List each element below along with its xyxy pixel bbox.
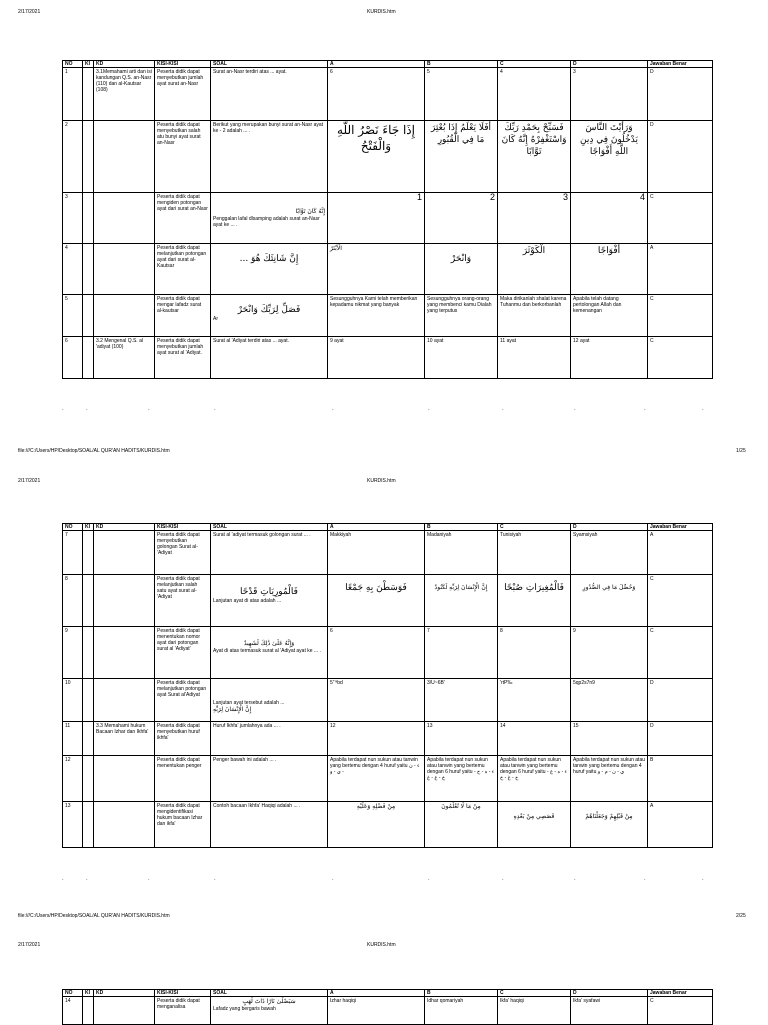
cell-option-b	[425, 121, 498, 193]
footer-path: file:///C:/Users/HP/Desktop/SOAL/AL QUR'AN HADITS/KURDIS.htm	[18, 448, 170, 454]
cell-option-b: 5	[425, 68, 498, 121]
col-soal: SOAL	[211, 61, 328, 68]
cell-kd	[94, 627, 155, 679]
table-row	[63, 756, 713, 802]
arabic-text: إِنَّ الْإِنْسَانَ لِرَبِّهِ لَكَنُودٌ	[434, 584, 488, 591]
cell-option-c	[498, 575, 571, 627]
cell-kisi: Peserta didik dapat mengar lafadz surat al-kautsar	[155, 295, 211, 337]
cell-soal	[211, 679, 328, 722]
cell-answer: A	[648, 802, 713, 848]
cell-option-c: 8	[498, 627, 571, 679]
cell-option-b: 13	[425, 722, 498, 756]
arabic-text: الْكَوْثَرَ	[522, 246, 546, 256]
cell-answer: D	[648, 68, 713, 121]
cell-kisi: Peserta didik dapat menyebutkan jumlah ayat surat al 'Adiyat.	[155, 337, 211, 379]
table-row	[63, 679, 713, 722]
page-header	[0, 942, 768, 952]
arabic-text: قَصَصِي مِنْ بَعْدِهِ	[513, 813, 555, 820]
cell-kisi: Peserta didik dapat menentukan nomor ayat dari potongan surat al 'Adiyat'	[155, 627, 211, 679]
cell-kd	[94, 575, 155, 627]
cell-soal: Berikut yang merupakan bunyi surat an-Nasr ayat ke - 2 adalah ... .	[211, 121, 328, 193]
cell-option-d: 15	[571, 722, 648, 756]
cell-option-b: Idhar qomariyah	[425, 997, 498, 1025]
cell-no: 8	[63, 575, 83, 627]
cell-soal	[211, 997, 328, 1025]
cell-kd: 3.2 Mengenal Q.S. al 'adiyat (100)	[94, 337, 155, 379]
arabic-text: إِنَّهُ كَانَ تَوَّابًا	[295, 208, 325, 215]
cell-option-b: Sesungguhnya orang-orang yang membenci kamu Dialah yang terputus	[425, 295, 498, 337]
cell-option-c: Maka dirikanlah shalat karena Tuhanmu dan berkorbanlah	[498, 295, 571, 337]
cell-soal	[211, 193, 328, 244]
cell-option-a: 12	[328, 722, 425, 756]
cell-option-b: 3/U~6B'	[425, 679, 498, 722]
col-kisi: KISI-KISI	[155, 524, 211, 531]
cell-option-c: 3	[498, 193, 571, 244]
cell-soal	[211, 244, 328, 295]
table-row	[63, 68, 713, 121]
col-a: A	[328, 524, 425, 531]
cell-ki	[83, 756, 94, 802]
cell-kd	[94, 121, 155, 193]
arabic-text: وَإِنَّهُ عَلَىٰ ذَٰلِكَ لَشَهِيدٌ	[243, 640, 295, 647]
cell-answer: C	[648, 997, 713, 1025]
table-header-row	[63, 990, 713, 997]
footer-path: file:///C:/Users/HP/Desktop/SOAL/AL QUR'AN HADITS/KURDIS.htm	[18, 913, 170, 919]
cell-option-b	[425, 802, 498, 848]
header-title: KURDIS.htm	[367, 9, 396, 15]
table-row	[63, 337, 713, 379]
cell-no: 9	[63, 627, 83, 679]
cell-option-d: 9	[571, 627, 648, 679]
col-kisi: KISI-KISI	[155, 61, 211, 68]
table-row	[63, 295, 713, 337]
cell-ki	[83, 679, 94, 722]
table-header-row	[63, 61, 713, 68]
cell-answer: D	[648, 722, 713, 756]
arabic-text: مِنْ قَبْلِهِمْ وَجَعَلْنَاهُمْ	[585, 813, 633, 820]
cell-no: 6	[63, 337, 83, 379]
cell-answer: A	[648, 244, 713, 295]
soal-text: Ar	[213, 316, 218, 322]
col-no: NO	[63, 61, 83, 68]
cell-soal: Surat an-Nasr terdiri atas ... ayat.	[211, 68, 328, 121]
cell-kd	[94, 679, 155, 722]
cell-option-d	[571, 575, 648, 627]
col-no: NO	[63, 990, 83, 997]
arabic-text: وَحُصِّلَ مَا فِي الصُّدُورِ	[582, 584, 636, 591]
table-row	[63, 244, 713, 295]
cell-no: 1	[63, 68, 83, 121]
cell-no: 5	[63, 295, 83, 337]
cell-no: 12	[63, 756, 83, 802]
cell-kd	[94, 295, 155, 337]
cell-option-c: 11 ayat	[498, 337, 571, 379]
arabic-text: وَانْحَرْ	[450, 254, 472, 264]
arabic-text: الْأَبْتَرُ	[330, 245, 342, 252]
arabic-text: سَيَصْلَىٰ نَارًا ذَاتَ لَهَبٍ	[242, 998, 296, 1005]
col-c: C	[498, 61, 571, 68]
cell-ki	[83, 575, 94, 627]
cell-ki	[83, 244, 94, 295]
cell-answer: C	[648, 295, 713, 337]
cell-option-a	[328, 575, 425, 627]
cell-option-a: 5'¨ªbd	[328, 679, 425, 722]
table-row	[63, 121, 713, 193]
cell-kd	[94, 802, 155, 848]
cell-ki	[83, 722, 94, 756]
col-ki: KI	[83, 524, 94, 531]
cell-option-a	[328, 121, 425, 193]
col-b: B	[425, 61, 498, 68]
table-header-row	[63, 524, 713, 531]
cell-kd	[94, 193, 155, 244]
arabic-text: فَوَسَطْنَ بِهِ جَمْعًا	[345, 583, 407, 593]
arabic-text: إِذَا جَاءَ نَصْرُ اللَّهِ وَالْفَتْحُ	[337, 123, 415, 153]
col-no: NO	[63, 524, 83, 531]
table-row	[63, 193, 713, 244]
arabic-text: فَصَلِّ لِرَبِّكَ وَانْحَرْ	[237, 305, 301, 315]
cell-option-a	[328, 802, 425, 848]
col-c: C	[498, 990, 571, 997]
cell-no: 7	[63, 531, 83, 575]
cell-kisi: Peserta didik dapat melanjutkan potongan ayat Surat al'Adiyat	[155, 679, 211, 722]
arabic-text: أَفْوَاجًا	[597, 246, 621, 256]
cell-option-b: 10 ayat	[425, 337, 498, 379]
cell-kisi: Peserta didik dapat menyebutkan golongan Surat al-'Adiyat	[155, 531, 211, 575]
question-table	[62, 60, 713, 379]
cell-answer: C	[648, 193, 713, 244]
cell-kisi: Peserta didik dapat mengiden potongan ayat dari surat an-Nasr	[155, 193, 211, 244]
cell-option-c: 4	[498, 68, 571, 121]
cell-kisi: Peserta didik dapat melanjutkan potongan ayat dari surat al-Kautsar	[155, 244, 211, 295]
cell-option-d: 3	[571, 68, 648, 121]
cell-option-b: Apabila terdapat nun sukun atau tanwin yang bertemu dengan 6 huruf yaitu ء - ه - ح - خ - ع - غ	[425, 756, 498, 802]
table-row	[63, 802, 713, 848]
cell-soal: Contoh bacaan Ikhfa' Haqiqi adalah ... .	[211, 802, 328, 848]
table-row	[63, 575, 713, 627]
cell-soal	[211, 295, 328, 337]
cell-ki	[83, 802, 94, 848]
cell-option-a: 9 ayat	[328, 337, 425, 379]
cell-kisi: Peserta didik dapat menyebutkan salah atu bunyi ayat surat an-Nasr	[155, 121, 211, 193]
cell-kisi: Peserta didik dapat menyebutkan jumlah ayat surat an-Nasr	[155, 68, 211, 121]
cell-no: 3	[63, 193, 83, 244]
cell-option-a	[328, 244, 425, 295]
cell-ki	[83, 68, 94, 121]
cell-option-d: Apabila terdapat nun sukun atau tanwin yang bertemu dengan 4 huruf yaitu ي - ن - م - و	[571, 756, 648, 802]
cell-kisi: Peserta didik dapat menyebutkan huruf ikhfa'	[155, 722, 211, 756]
cell-no: 14	[63, 997, 83, 1025]
cell-option-a: 6	[328, 68, 425, 121]
table-row	[63, 722, 713, 756]
arabic-text: فَالْمُغِيرَاتِ صُبْحًا	[504, 583, 564, 593]
table-row	[63, 997, 713, 1025]
cell-answer: C	[648, 627, 713, 679]
header-title: KURDIS.htm	[367, 478, 396, 484]
cell-option-b: 7	[425, 627, 498, 679]
cell-option-d: 12 ayat	[571, 337, 648, 379]
col-d: D	[571, 61, 648, 68]
question-table	[62, 523, 713, 848]
page-header	[0, 478, 768, 488]
cell-kisi: Peserta didik dapat menganalisa	[155, 997, 211, 1025]
header-title: KURDIS.htm	[367, 942, 396, 948]
cell-no: 13	[63, 802, 83, 848]
cell-option-b: 2	[425, 193, 498, 244]
cell-answer: A	[648, 531, 713, 575]
cell-option-a: 1	[328, 193, 425, 244]
col-soal: SOAL	[211, 990, 328, 997]
cell-ki	[83, 193, 94, 244]
arabic-text: وَرَأَيْتَ النَّاسَ يَدْخُلُونَ فِي دِينِ اللَّهِ أَفْوَاجًا	[580, 123, 638, 157]
arabic-text: أَفَلَا يَعْلَمُ إِذَا بُعْثِرَ مَا فِي الْقُبُورِ	[430, 123, 492, 145]
cell-ki	[83, 337, 94, 379]
arabic-text: فَالْمُورِيَاتِ قَدْحًا	[240, 587, 298, 597]
cell-answer: D	[648, 121, 713, 193]
cell-option-d: Apabila telah datang pertolongan Allah dan kemenangan	[571, 295, 648, 337]
col-kd: KD	[94, 61, 155, 68]
cell-ki	[83, 627, 94, 679]
arabic-text: فَسَبِّحْ بِحَمْدِ رَبِّكَ وَاسْتَغْفِرْهُ إِنَّهُ كَانَ تَوَّابًا	[501, 123, 567, 157]
arabic-text: إِنَّ شَانِئَكَ هُوَ ...	[239, 254, 299, 264]
cell-option-a: Apabila terdapat nun sukun atau tanwin yang bertemu dengan 4 huruf yaitu ء - ن - ي - و	[328, 756, 425, 802]
cell-kisi: Peserta didik dapat melanjutkan salah satu ayat surat al-'Adiyat	[155, 575, 211, 627]
col-b: B	[425, 990, 498, 997]
cell-kd	[94, 244, 155, 295]
cell-kd: 3.3 Memahami hukum Bacaan Izhar dan Ikhfa'	[94, 722, 155, 756]
cell-kisi: Peserta didik dapat menentukan penger	[155, 756, 211, 802]
cell-ki	[83, 997, 94, 1025]
cell-kd	[94, 531, 155, 575]
soal-text: Ayat di atas termasuk surat al 'Adiyat ayat ke ... .	[213, 648, 321, 654]
col-c: C	[498, 524, 571, 531]
col-soal: SOAL	[211, 524, 328, 531]
cell-option-c	[498, 802, 571, 848]
cell-kd	[94, 997, 155, 1025]
cell-option-d	[571, 244, 648, 295]
col-kd: KD	[94, 990, 155, 997]
cell-ki	[83, 295, 94, 337]
page-footer	[0, 913, 768, 923]
cell-option-b	[425, 244, 498, 295]
footer-page-number: 2/25	[736, 913, 746, 919]
cell-option-b	[425, 575, 498, 627]
cell-kisi: Peserta didik dapat mengidentifikasi hukum bacaan Izhar dan ikfa'	[155, 802, 211, 848]
cell-option-d: 4	[571, 193, 648, 244]
cell-option-c: Apabila terdapat nun sukun atau tanwin yang bertemu dengan 6 huruf yaitu ء - ه - ع - ح - غ - خ	[498, 756, 571, 802]
cell-option-d	[571, 121, 648, 193]
header-date: 2/17/2021	[18, 478, 41, 484]
col-ki: KI	[83, 61, 94, 68]
arabic-text: مِنْ مَا لَا تُعْلَمُونَ	[441, 803, 481, 810]
question-table	[62, 989, 713, 1025]
cell-option-a: Makkiyah	[328, 531, 425, 575]
header-date: 2/17/2021	[18, 942, 41, 948]
cell-answer: C	[648, 575, 713, 627]
cell-option-c: Tunisiyah	[498, 531, 571, 575]
cell-option-c: 14	[498, 722, 571, 756]
cell-kd: 3.1Memahami arti dan isi kandungan Q.S. an-Nasr (110) dan al-Kautsar (108)	[94, 68, 155, 121]
col-d: D	[571, 524, 648, 531]
table-row	[63, 627, 713, 679]
arabic-text: مِنْ فَضْلِهِ وَعَلَيْهِ	[356, 803, 396, 810]
cell-no: 4	[63, 244, 83, 295]
cell-kd	[94, 756, 155, 802]
col-answer: Jawaban Benar	[648, 990, 713, 997]
footer-page-number: 1/25	[736, 448, 746, 454]
cell-option-c: 'rtP‰	[498, 679, 571, 722]
cell-no: 2	[63, 121, 83, 193]
cell-soal: Surat al 'Adiyat terdiri atas ... ayat.	[211, 337, 328, 379]
cell-option-b: Madaniyah	[425, 531, 498, 575]
page-footer	[0, 448, 768, 458]
col-ki: KI	[83, 990, 94, 997]
cell-no: 10	[63, 679, 83, 722]
cell-option-d	[571, 802, 648, 848]
cell-option-a: Izhar haqiqi	[328, 997, 425, 1025]
cell-ki	[83, 121, 94, 193]
cell-option-c	[498, 121, 571, 193]
cell-option-d: Syamsiyah	[571, 531, 648, 575]
cell-soal: Surat al 'adiyat termasuk golongan surat ... .	[211, 531, 328, 575]
soal-text: Lafadz yang bergaris bawah	[213, 1006, 276, 1012]
col-a: A	[328, 61, 425, 68]
cell-no: 11	[63, 722, 83, 756]
soal-text: Penggalan lafal dlsamping adalah surat an-Nasr ayat ke ... .	[213, 216, 320, 228]
col-b: B	[425, 524, 498, 531]
cell-option-c	[498, 244, 571, 295]
table-row	[63, 531, 713, 575]
col-answer: Jawaban Benar	[648, 61, 713, 68]
cell-soal	[211, 575, 328, 627]
cell-soal: Penger bawah ini adalah ... .	[211, 756, 328, 802]
cell-option-a: 6	[328, 627, 425, 679]
cell-answer: C	[648, 337, 713, 379]
cell-soal: Huruf Ikhfa' jumlahnya ada ... .	[211, 722, 328, 756]
arabic-text: إِنَّ الْإِنْسَانَ لِرَبِّهِ	[213, 706, 252, 713]
cell-answer: D	[648, 679, 713, 722]
header-date: 2/17/2021	[18, 9, 41, 15]
cell-answer: B	[648, 756, 713, 802]
col-kd: KD	[94, 524, 155, 531]
cell-option-d: Ikfa' syafawi	[571, 997, 648, 1025]
soal-text: Lanjutan ayat di atas adalah ...	[213, 598, 282, 604]
col-a: A	[328, 990, 425, 997]
soal-text: Lanjutan ayat tersebut adalah ...	[213, 700, 285, 706]
cell-option-c: Ikfa' haqiqi	[498, 997, 571, 1025]
col-kisi: KISI-KISI	[155, 990, 211, 997]
col-answer: Jawaban Benar	[648, 524, 713, 531]
cell-option-d: 5qp2s7n9	[571, 679, 648, 722]
cell-ki	[83, 531, 94, 575]
page-header	[0, 9, 768, 19]
cell-option-a: Sesungguhnya Kami telah memberikan kepadamu nikmat yang banyak	[328, 295, 425, 337]
col-d: D	[571, 990, 648, 997]
cell-soal	[211, 627, 328, 679]
